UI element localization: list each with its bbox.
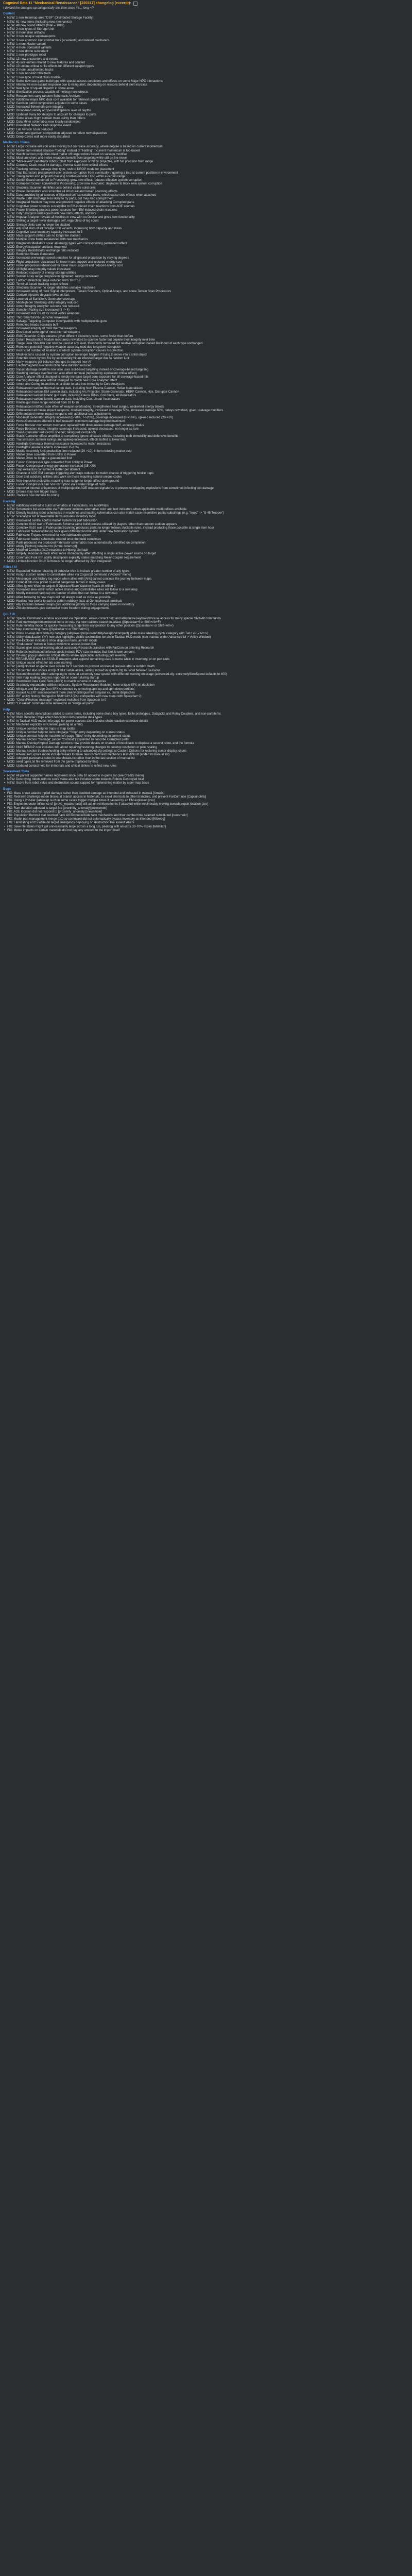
changelog-entry: • MOD: Transmission Jammer ratings and upkeep increased, effects buffed at lower tiers	[3, 438, 409, 442]
changelog-entry: • FIX: Save file states might get unnecessarily large across a long run, peaking with an extra 30-70% expiry [tehmilan]	[3, 825, 409, 829]
section-qol-ui	[3, 613, 409, 706]
changelog-entry: • NEW: Large increase evasion while moving but decrease accuracy, where degree is based on current momentum	[3, 145, 409, 149]
changelog-entry: • MOD: Rebalanced various kinetic cannon stats, including Con. Linear Accelerators	[3, 398, 409, 401]
changelog-entry: • FIX: Mass sneak attacks tripled damage rather than doubled damage as intended and indicated in manual [Amaris]	[3, 792, 409, 795]
changelog-entry: • MOD: Mid/high-tier Shielding utility integrity reduced	[3, 301, 409, 305]
changelog-entry: • MOD: Manual section "Salvage" (under "Combat") expanded to describe Corrupted parts	[3, 738, 409, 742]
changelog-entry: • NEW: More specific descriptions added to some items, including some drone bay types, Exile prototypes, Datajacks and Relay Couplers, and non-part items	[3, 713, 409, 716]
changelog-entry: • NEW: "Mini-reveal" penetrator robots, blast from explosion or hit by projectile, with full precision from range	[3, 160, 409, 164]
changelog-list	[3, 617, 409, 706]
changelog-list	[3, 504, 409, 564]
changelog-entry: • MOD: Integration Mediators cover all energy types with corresponding permanent effect	[3, 242, 409, 246]
changelog-entry: • NEW: Pre-Exploder indicators show disposal mass, as with robots	[3, 639, 409, 643]
changelog-entry: • NEW: 49 new sound effects (total = 1086)	[3, 24, 409, 28]
changelog-entry: • MOD: Core Analyzer effect changed to simply increase target core exposure for all coverage-based hits	[3, 376, 409, 379]
changelog-entry: • MOD: Assault ALERT announcement more clearly distinguishes singular vs. plural dispatches	[3, 691, 409, 695]
changelog-entry: • MOD: Door and subduing utilities also work on those requiring natural unique codes	[3, 476, 409, 479]
changelog-entry: • MOD: All flight array integrity values increased	[3, 268, 409, 272]
changelog-entry: • MOD: Increased shot count for most vortex weapons	[3, 312, 409, 316]
section-scoresheet-data	[3, 770, 409, 786]
changelog-entry: • MOD: Broadened variety of Specialist spawns over all depths	[3, 109, 409, 113]
changelog-entry: • MOD: RIF ability history changed to Shift+Alt+J (also compatible with new menu with Spacebar+J)	[3, 695, 409, 699]
changelog-entry: • MOD: Reordered Data Core Slots (4/0/1) to match scheme of categories	[3, 680, 409, 684]
changelog-entry: • MOD: Hover propulsion rebalanced for lower mass support and reduced energy cost	[3, 264, 409, 268]
changelog-entry: • MOD: Chance of AOE EM damage triggering alert traps reduced to match chance of triggering hostile traps	[3, 472, 409, 476]
section-title: Scoresheet / Data	[3, 770, 29, 773]
changelog-entry: • FIX: Using a 2nd-tier gatekeep such in some cases trigger multiple times if caused by an EM explosion [zsv]	[3, 799, 409, 803]
changelog-entry: • MOD: Force Booster momentum mechanic replaced with direct melee damage buff, accuracy malus	[3, 424, 409, 428]
changelog-entry: • NEW: Most launchers and melee weapons benefit from targeting while still on the move	[3, 157, 409, 160]
changelog-entry: • MOD: Striking a target never damages self, regardless of leg count	[3, 219, 409, 223]
changelog-entry: • NEW: Structural Scanner identifies cells behind visible solid cells	[3, 187, 409, 190]
changelog-entry: • MOD: Ability [Siphon] renamed to [Ammo Interrupt]	[3, 545, 409, 549]
changelog-entry: • NEW: All parent supporter names registered since Beta 10 added to in-game list (see Credits menu)	[3, 774, 409, 778]
changelog-entry: • MOD: Differentiated melee impact weapons with additional stat adjustments	[3, 413, 409, 416]
changelog-entry: • MOD: Ally transfers between maps give additional priority to those carrying items in inventory	[3, 603, 409, 607]
changelog-entry: • NEW: Score from robot value and destruction counts capped for replenishing matter by a per-map basis	[3, 782, 409, 785]
changelog-entry: • MOD: Matter Drive no longer a guaranteed find	[3, 457, 409, 461]
changelog-entry: • NEW: 3 more unauthorized hacks	[3, 69, 409, 72]
changelog-entry: • MOD: Force Boosters mass, integrity, coverage increased, upkeep decreased, no longer as rare	[3, 428, 409, 431]
changelog-entry: • MOD: Rebalanced all melee impact weapons, doubled integrity, increased coverage 50%, increased damage 50%, delays reworked, given ~salvage modifiers	[3, 409, 409, 413]
changelog-entry: • NEW: [Jam] blocked on game over screen for 3 seconds to prevent accidental presses after a sudden death	[3, 665, 409, 669]
changelog-entry: • MOD: Unique combat help for machine info page "Stop" entry depending on current status	[3, 735, 409, 738]
changelog-title: Cogmind Beta 11 "Mechanical Renaissance" [220317] changelog (excerpt):	[3, 2, 131, 6]
changelog-entry: • MOD: Removed potential negative weapon accuracy mod due to system corruption	[3, 346, 409, 349]
changelog-entry: • MOD: Combat bits now prefer to avoid dangerous terrain in many cases	[3, 581, 409, 585]
changelog-entry: • MOD: Many weapons got balance changes to support new AI	[3, 361, 409, 364]
changelog-list	[3, 792, 409, 833]
changelog-entry: • FIX: Melee impacts on certain materials did not pay any amount to the import itself	[3, 829, 409, 833]
changelog-entry: • NEW: Utility visualization ("v") now also highlights visible destructible terrain in Tactical HUD mode (see manual under Advanced UI > Volley Window)	[3, 636, 409, 639]
changelog-entry: • NEW: Triangulation also pinpoints tracking hostiles outside FOV, within a certain range	[3, 175, 409, 179]
changelog-entry: • MOD: Increased integrity of most thermal weapons	[3, 327, 409, 331]
changelog-entry: • NEW: Waste EMP discharge less likely to fry parts, but may also corrupt them	[3, 197, 409, 201]
changelog-entry: • MOD: Adventure/Explore mode include tweaks to make new content and mechanics less difficult (added to manual list)	[3, 753, 409, 757]
changelog-entry: • NEW: Schematics list accessible via Fabricator includes alternative color and text indicators when applicable multiprefixes available	[3, 508, 409, 512]
changelog-entry: • MOD: EMX Decorder Chips variants given different discovery rates, some faster than before	[3, 335, 409, 338]
changelog-entry: • MOD: Complex 0b10 war of Fabricators/Scanning produces parts no longer follows stockpile rules, instead producing those possible at single item hour	[3, 527, 409, 530]
changelog-entry: • MOD: FarCom detection range reduced from 10 to 18	[3, 279, 409, 283]
changelog-entry: • NEW: Assign custom names to controllable allies via Cogscript command ("Actions" menu)	[3, 573, 409, 577]
changelog-entry: • MOD: Unique combat help for item info page "Stop" entry depending on current status	[3, 731, 409, 735]
changelog-entry: • MOD: Flight propulsion rebalanced for lower mass support and reduced energy cost	[3, 261, 409, 264]
changelog-entry: • MOD: Non-explosive projectiles reaching max range no longer affect open ground	[3, 480, 409, 483]
changelog-entry: • NEW: Directly hacking robot schematics in machines and loading schematics can also match case-insensitive partial substrings (e.g. "troop" -> "S-45 Trooper")	[3, 512, 409, 515]
changelog-entry: • MOD: Hardlight Generator thermal resistance increased to match resistance	[3, 443, 409, 446]
changelog-entry: • MOD: Command garrison composition adjusted to reflect new dispatches	[3, 132, 409, 135]
changelog-entry: • NEW: Data provided by all sources of hijacked self-cancelable parts, which cause side effects when attached	[3, 194, 409, 197]
changelog-entry: • FIX: Population Burnout stat counted hack kill did not include face mechanics and their combat time seamed substituted [newsmokr]	[3, 814, 409, 818]
changelog-entry: • MOD: Rebalanced various kinetic gun stats, including Gauss Rifles, Coil Guns, kill Penetrators	[3, 394, 409, 398]
changelog-entry: • MOD: Sensor Array range progression tightened, ratings increased	[3, 275, 409, 279]
changelog-entry: • MOD: Gradually expandable utilities (Injectors, System Restoration Modules) have unique SFX on depletion	[3, 684, 409, 687]
section-title: QoL / UI	[3, 613, 15, 616]
changelog-entry: • MOD: Haulers now prefer to path to pattern robbery facts at Genosphercal terminals	[3, 600, 409, 603]
changelog-entry: • MOD: Increased rating of most Signal Interpreters, Terrain Scanners, Optical Arrays, and some Terrain Scan Processors	[3, 290, 409, 294]
changelog-entry: • FIX: AOE location did not respond to [proximity_anomaly] [newsmokr]	[3, 810, 409, 814]
changelog-entry: • NEW: Phase Generators also scramble all structural and terrain scanning effects	[3, 190, 409, 194]
changelog-entry: • MOD: Updated many bot designs to account for changes to parts	[3, 113, 409, 117]
section-help	[3, 708, 409, 768]
changelog-entry: • MOD: Sampler Plating size increased (3 -> 4)	[3, 309, 409, 312]
changelog-entry: • MOD: Storage Units can no longer be stacked	[3, 224, 409, 227]
changelog-entry: • NEW: 4 more Specialist variants	[3, 46, 409, 50]
changelog-entry: • MOD: Stasis Canceller effect amplified to completely ignore all stasis effects, including both immobility and defensive benefits	[3, 435, 409, 438]
title-row	[3, 2, 409, 6]
changelog-entry: • MOD: Unique combat help for traps in map tooltip	[3, 727, 409, 731]
changelog-entry: • MOD: Command Fork RIF ability description explicitly states matching Relay Coupler requirement	[3, 556, 409, 560]
changelog-entry: • MOD: Modify mirrored hard cap on number of allies that can follow to a new map	[3, 592, 409, 596]
changelog-entry: • FIX: Ram duration adjusted to target fire [proximity_anomaly] [newsmokr]	[3, 807, 409, 810]
changelog-entry: • NEW: Destroying robots with no score value also not includes score towards Robots Destroyed total	[3, 778, 409, 782]
changelog-list	[3, 145, 409, 498]
changelog-entry: • NEW: 1 new non-NP robot hack	[3, 72, 409, 76]
changelog-entry: • FIX: Redrawn challenge-mode blocks at branch access in Materials, to avoid shortcuts to other branches, and prevent FarCom use [Captainohltu]	[3, 795, 409, 799]
changelog-entry: • MOD: 0b10 REMAP now includes info about repairing/restoring changes to desktop resolution or pixel scaling	[3, 746, 409, 750]
changelog-entry: • NEW: 13 new encounters and events	[3, 58, 409, 61]
changelog-entry: • MOD: Misdirections caused by system corruption no longer happen if trying to move into a solid object	[3, 353, 409, 357]
changelog-entry: • NEW: Power Shielding protects power sources from EM-induced chain reactions	[3, 209, 409, 212]
changelog-entry: • MOD: Coolant Injectors degrade twice as fast	[3, 294, 409, 297]
changelog-entry: • MOD: Energy/dissipation artifacts reworked	[3, 246, 409, 249]
changelog-entry: • NEW: 1 new drone subvariant	[3, 50, 409, 54]
changelog-entry: • MOD: Decreased coverage of most thermal weapons	[3, 331, 409, 334]
copy-icon[interactable]	[133, 2, 138, 6]
changelog-entry: • FIX: Model part management merge (t)Crop command did not automatically bypass inventory as intended [Kilowog]	[3, 818, 409, 821]
changelog-entry: • MOD: "Go raked" command now referred to as "Purge all parts"	[3, 702, 409, 706]
changelog-entry: • MOD: Armor and Coring Intensities on a slider to take into immunity to Core Analyzers	[3, 383, 409, 386]
changelog-list	[3, 774, 409, 786]
changelog-entry: • MOD: Increased overweight speed penalties for all ground propulsion by varying degrees	[3, 257, 409, 260]
changelog-entry: • MOD: Limited-function 0b10 Terminals no longer affected by Zion integration	[3, 560, 409, 564]
section-title: Allies / AI	[3, 566, 17, 569]
changelog-entry: • NEW: Intel map loading progress reported on screen during startup	[3, 676, 409, 680]
changelog-entry: • MOD: TNC SmartBomb Launcher weakened	[3, 316, 409, 320]
changelog-entry: • NEW: 3 new common Unit combat bots (4 variants) and related mechanics	[3, 39, 409, 43]
changelog-entry: • NEW: Dirty Shotguns redesigned with new stats, effects, and lore	[3, 212, 409, 216]
changelog-entry: • MOD: Triage Data Shoulder can now be used at any level, thresholds removed but relative corruption-based likelihood of each type unchanged	[3, 342, 409, 346]
changelog-entry: • NEW: Integrated Medium may now also prevent negative effects of attacking Corrupted parts	[3, 201, 409, 205]
changelog-entry: • MOD: Hover/Generators attuned to buff research minimum damage beyond maximum	[3, 420, 409, 423]
changelog-list	[3, 570, 409, 611]
changelog-entry: • NEW: Sterilization process capable of melting more objects	[3, 91, 409, 94]
changelog-entry: • NEW: Unique sound effect for lab core warning	[3, 662, 409, 665]
changelog-entry: • MOD: Fabricator loaded schematic cleared once the build completes	[3, 538, 409, 541]
section-allies-ai	[3, 566, 409, 611]
changelog-subtitle: I divided the changes up categorically this time since it's... long =P	[3, 7, 94, 10]
section-mechanics-items	[3, 141, 409, 498]
changelog-entry: • NEW: 1 more Hauler variant	[3, 43, 409, 46]
changelog-entry: • MOD: simplify_resonance hack effect more immediately after affecting a single active power source on target	[3, 552, 409, 556]
changelog-entry: • NEW: Scanalyzer list of inventable items includes inventory topic	[3, 515, 409, 519]
section-bugs	[3, 788, 409, 833]
changelog-entry: • MOD: Rebalanced various EM cannon stats, including Arc Projector, Storm Generator, HERF Cannon, Hpx. Disruptor Cannon	[3, 391, 409, 394]
changelog-entry: • MOD: Fusion Compressor type converted from Utility to Power	[3, 461, 409, 465]
changelog-entry: • NEW: 8 more alien artifacts	[3, 31, 409, 35]
changelog-entry: • MOD: Trap extraction consumes 4 matter per attempt	[3, 468, 409, 472]
changelog-entry: • NEW: Expanded Haloner chasing AI behavior trick to include greater number of ally types	[3, 570, 409, 573]
changelog-entry: • MOD: Restricted number of locations at which system corruption causes misdirection	[3, 349, 409, 353]
changelog-entry: • NEW: REPAIRABLE and UNSTABLE weapons also append remaining uses to name while in inventory, or on part slots	[3, 658, 409, 662]
changelog-entry: • MOD: Salvage Targeting Computer incompatible with multiprojectile guns	[3, 320, 409, 324]
changelog-entry: • MOD: Mass support utilities can no longer be stacked	[3, 234, 409, 238]
changelog-entry: • NEW: Refurbished/hotspot/defense labels include FOV size includes that look known amount	[3, 651, 409, 654]
changelog-entry: • MOD: Parts produced via produced Fabricator schematics now automatically identified on completion	[3, 541, 409, 545]
changelog-entry: • MOD: Complex 0b10 war of Fabricators Schema same build process utilized by players rather than random sudden appears	[3, 523, 409, 527]
section-title: Bugs	[3, 787, 11, 791]
changelog-entry: • NEW: Part knowledge/remembered items on map via new realtime search interface ([Spacebar+f or Shift+Alt+F)	[3, 621, 409, 624]
changelog-window	[0, 0, 412, 833]
changelog-entry: • MOD: Some areas might contain more quirky than others	[3, 117, 409, 121]
changelog-entry: • NEW: 3 new unique superweapons	[3, 35, 409, 39]
changelog-entry: • NEW: Prime co-map item table by category (all/power/propulsion/utility/weapon/compact) while mass labeling (cycle category with Tab \ <- \ / Alt+>)	[3, 632, 409, 636]
changelog-entry: • MOD: Mobile Assembly Unit production time reduced (20->10), in turn reducing matter cost	[3, 450, 409, 453]
changelog-entry: • NEW: Second threshold when attempting to move at extremely slow speed, with different warning message (advanced.cfg: extremelySlowSpeed defaults to 400)	[3, 673, 409, 676]
changelog-entry: • MOD: Structural Scanner no longer identifies unstable machines	[3, 286, 409, 290]
changelog-entry: • NEW: In Tactical HUD mode, info page for power sources also includes chain reaction explosive details	[3, 720, 409, 723]
changelog-entry: • MOD: Trackers now immune to coring	[3, 494, 409, 498]
changelog-entry: • NEW: 61 new items (including new mechanics)	[3, 21, 409, 24]
changelog-entry: • NEW: 0b10 Decoder Chips effect description lists potential data types	[3, 716, 409, 720]
changelog-entry: • NEW: Researchers carry random Schematic Archives	[3, 95, 409, 98]
changelog-entry: • MOD: Manual section troubleshooting entry referring to advanced.cfg settings at Custom Options for restoring cursor display issues	[3, 750, 409, 753]
changelog-entry: • MOD: Improved internal uniqueness of multiprojectile AOE weapon signatures to prevent overlapping explosions from sometimes infecting two damage	[3, 487, 409, 490]
changelog-entry: • MOD: Piercing damage also without changed to match new Core Analyzer effect	[3, 379, 409, 383]
changelog-entry: • NEW: "Endurance" button in Status window to access known Bot	[3, 643, 409, 647]
changelog-entry: • MOD: Rebalanced midfloor side effect of weapon overloading, strengthened heat surges, weakened energy bleeds	[3, 405, 409, 409]
changelog-entry: • MOD: Fusion Compressor can now corruption via a wider range of hubs	[3, 483, 409, 487]
changelog-entry: • NEW: Messenger and history log report when allies with [Ahk] cannot continue the journey between maps	[3, 578, 409, 581]
changelog-entry: • NEW: Watch cannon projectiles blast matter off target robots based on salvage modifier	[3, 153, 409, 157]
changelog-entry: • MOD: Fabricator Network(Status) hack given different functionality under new fabrication system	[3, 530, 409, 534]
section-title: Help	[3, 708, 10, 711]
changelog-entry: • MOD: Renovated central control matter system for part fabrication	[3, 519, 409, 523]
changelog-entry: • NEW: 10 unique critical strike effects for different weapon types	[3, 65, 409, 69]
changelog-entry: • NEW: Some new late-game build type with special access conditions and effects on some Major NPC interactions	[3, 80, 409, 83]
changelog-entry: • MOD: Integrity Redistributor exchange ratio reduced	[3, 249, 409, 253]
changelog-entry: • NEW: 1 new prototype robot	[3, 54, 409, 57]
changelog-entry: • NEW: Additional major NPC data core available for retrieval (special effect)	[3, 98, 409, 102]
changelog-entry: • NEW: Hopular Analyzer reveals all hostiles in view with no Device and gives new functionality	[3, 216, 409, 219]
changelog-entry: • MOD: Minigun and Barrage Gun SFX shortened by removing spin-up and spin-down portions	[3, 688, 409, 691]
section-title: Mechanics / Items	[3, 141, 30, 145]
changelog-entry: • MOD: Rebalanced various thermal canon stats, including Nuv, Plasma Cannon, Heliax Neutralizers	[3, 387, 409, 391]
changelog-entry: • MOD: Terminal-based tracking scope refined	[3, 283, 409, 286]
changelog-entry: • MOD: Fabricator Trojans reworked for new fabrication system	[3, 534, 409, 537]
changelog-entry: • MOD: Potential shots by two fire by accidentally hit an intended target due to random luck	[3, 357, 409, 361]
changelog-entry: • MOD: seed types.txt file removed from the game (replaced by this)	[3, 760, 409, 764]
changelog-entry: • FIX: Fabricating ARCs while on target emergency deploying on destruction like assault ARCs	[3, 821, 409, 825]
changelog-entry: • MOD: Increased Behemoth core integrity	[3, 106, 409, 109]
changelog-entry: • MOD: Modified Complex 0b10 response to Hipergrain hack	[3, 549, 409, 552]
changelog-entry: • MOD: Mod-built Generator Integrity increased (8->8%, 7->20%), coverage increased (8->16%), upkeep reduced (20->10)	[3, 416, 409, 420]
changelog-entry: • MOD: Cognitive base inventory capacity increased to 5	[3, 231, 409, 234]
changelog-entry: • MOD: Removed treads accuracy buff	[3, 324, 409, 327]
changelog-entry: • MOD: Deep Caves wall more easily disturbed	[3, 135, 409, 139]
changelog-entry: • NEW: Garrison patrol composition adjusted in some cases	[3, 102, 409, 106]
changelog-sections	[3, 12, 409, 833]
changelog-entry: • NEW: Corrode, Crash-reset hit damage, thermal stack from critical effects	[3, 164, 409, 167]
changelog-list	[3, 713, 409, 768]
changelog-entry: • NEW: Special Commands window accessed via Operation, allows correct help and alternative keyboard/mouse access for many special Shift-Alt commands	[3, 617, 409, 621]
changelog-entry: • MOD: Zhirelo followers give somewhat more freedom during engagements	[3, 607, 409, 611]
changelog-entry: • MOD: Slashing damage overflow can also affect removal (replaced by equivalent critical effect)	[3, 372, 409, 376]
changelog-list	[3, 16, 409, 139]
changelog-entry: • MOD: Adjusted stats of all Storage Unit variants, increasing both capacity and mass	[3, 227, 409, 231]
changelog-entry: • NEW: Map commenting mode ([Spacebar+c or Shift+Alt+C)	[3, 628, 409, 632]
changelog-entry: • NEW: Machines explicitly list Generic (aiming as a hint)	[3, 723, 409, 727]
changelog-entry: • MOD: Electromagnetic Reconstruction base duration reduced	[3, 364, 409, 368]
changelog-entry: • NEW: Tracking remove, salvage drop type, rush to DROP mode for placement	[3, 168, 409, 172]
changelog-entry: • MOD: Reworked Network Hub response event	[3, 124, 409, 128]
changelog-entry: • MOD: Allies following to new maps will not always start as close as possible	[3, 596, 409, 600]
changelog-entry: • MOD: Removed Shade Generator	[3, 253, 409, 257]
changelog-entry: • NEW: On-map popup labels for critical effects where applicable, including part severing	[3, 654, 409, 658]
changelog-entry: • NEW: Additional method to build schematics at Fabricators, via AutoPhilps	[3, 504, 409, 508]
changelog-entry: • MOD: Updated contact help for Immortals and critical strikes to reflect new rules	[3, 765, 409, 768]
section-hacking	[3, 500, 409, 564]
changelog-entry: • MOD: Stasis Canceller reduced to one tier; rating reduced (4->3)	[3, 431, 409, 435]
changelog-entry: • NEW: Corruption Screen converted to Processing; grow new mechanic: degrades to block new system corruption	[3, 182, 409, 186]
changelog-entry: • MOD: Allies ignore Watcher targets if Operator/Scan Watcher heads tilt within 2	[3, 585, 409, 588]
changelog-entry: • MOD: Fusion Compressor energy generation increased (15->20)	[3, 465, 409, 468]
changelog-entry: • MOD: "Clean/Previous message" keyboard switched from Spacebar to 0	[3, 699, 409, 702]
changelog-entry: • MOD: Drones may now trigger traps	[3, 490, 409, 494]
changelog-entry: • NEW: Cognitive power sources susceptible to EM-induced chain reactions from AOE sources	[3, 205, 409, 209]
changelog-entry: • MOD: Hardlight Generator effects increased 15-16%	[3, 446, 409, 450]
changelog-entry: • MOD: Kinetic gun base range reduced from 18 to 16	[3, 401, 409, 405]
changelog-entry: • NEW: Scales give second warning about accessing Research branches with FarCom on entering Research	[3, 647, 409, 650]
changelog-entry: • NEW: Momentum-related shadow-"footing" instead of "Halting" if current momentum is top-based	[3, 149, 409, 153]
changelog-entry: • MOD: Data Miner schematics now locally randomized	[3, 121, 409, 124]
changelog-entry: • MOD: Manual Overlay/Impact Damage sections now provide details on chance of knockback to displace a second robot, and the formula	[3, 742, 409, 745]
changelog-entry: • MOD: Lowered all Sanitizer's Generator coverage	[3, 298, 409, 301]
changelog-entry: • MOD: Increased area within which active drones and controllable allies will follow to a new map	[3, 588, 409, 592]
section-title: Hacking	[3, 500, 15, 503]
changelog-entry: • NEW: 45 lore entries related to new features and content	[3, 61, 409, 65]
changelog-entry: • MOD: Lab version count reduced	[3, 128, 409, 132]
section-content	[3, 12, 409, 139]
changelog-entry: • NEW: 2 new types of Storage Unit	[3, 28, 409, 31]
changelog-entry: • MOD: Add post-panorama notes in searchstats.txt rather than in the last section of manual.txt	[3, 757, 409, 760]
changelog-entry: • NEW: Gunlet Guard converted to Processing; grow new effect: reduces effective system corruption	[3, 179, 409, 182]
changelog-entry: • NEW: 1 new Intermap area "DSF" (Distributed Storage Facility)	[3, 16, 409, 20]
changelog-entry: • NEW: Trap Extractors plus prevent-user system corruption from eventually triggering a trap at current position in environment	[3, 172, 409, 175]
changelog-entry: • MOD: Armor Integrity Analyzer success rate reduced	[3, 305, 409, 309]
changelog-entry: • NEW: Alternative non-assault response due to rising alert, depending on reasons behind alert increase	[3, 83, 409, 87]
changelog-entry: • MOD: Multiple Crew Items rebalanced with new mechanics	[3, 238, 409, 242]
changelog-entry: • MOD: Matter Drive converted from Utility to Power	[3, 453, 409, 457]
changelog-entry: • NEW: F9 counter also shows at top of HUD while active, setting moved in system.cfg to recall between sessions	[3, 669, 409, 673]
changelog-entry: • MOD: Impact damage overflow now also uses slot-based targeting instead of coverage-based targeting	[3, 368, 409, 372]
changelog-entry: • NEW: New type of squad dispatch in some areas	[3, 87, 409, 91]
changelog-entry: • MOD: Reduced capacity of energy storage utilities	[3, 272, 409, 275]
section-title: Content	[3, 12, 15, 16]
changelog-entry: • FIX: Engineers under influence of [prove_repairs hack] still act on reinforcements if attacked while invulnerably moving towards repair location [zsv]	[3, 803, 409, 806]
changelog-entry: • MOD: Datum Reactivation Module mechanics reworked to operate faster but deplete their integrity over time	[3, 338, 409, 342]
changelog-entry: • NEW: 1 new type of build class modifier	[3, 76, 409, 80]
changelog-entry: • NEW: Ruler overlay mode for quickly measuring range from any position to any other position ([Spacebar+r or Shift+Alt+r)	[3, 624, 409, 628]
